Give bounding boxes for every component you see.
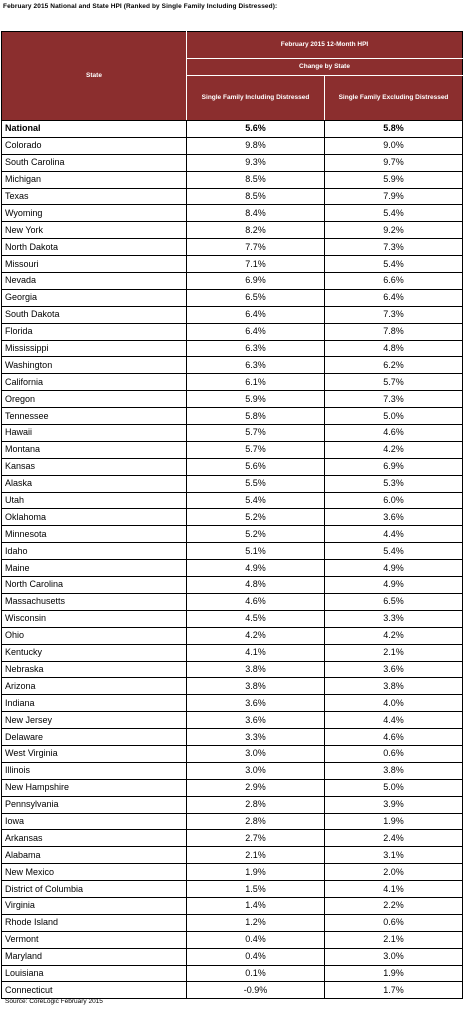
excluding-distressed-cell: 6.9% xyxy=(325,458,463,475)
excluding-distressed-cell: 6.5% xyxy=(325,593,463,610)
table-row xyxy=(2,965,463,982)
table-row-national xyxy=(2,121,463,138)
including-distressed-cell: 1.2% xyxy=(187,914,325,931)
excluding-distressed-cell: 4.4% xyxy=(325,712,463,729)
state-cell: North Carolina xyxy=(2,577,187,594)
including-distressed-cell: 1.4% xyxy=(187,897,325,914)
excluding-distressed-cell: 7.8% xyxy=(325,323,463,340)
table-row xyxy=(2,813,463,830)
table-row xyxy=(2,357,463,374)
state-cell: South Dakota xyxy=(2,306,187,323)
table-row xyxy=(2,475,463,492)
excluding-distressed-cell: 3.8% xyxy=(325,762,463,779)
excluding-distressed-cell: 4.2% xyxy=(325,441,463,458)
table-row xyxy=(2,712,463,729)
excluding-distressed-cell: 6.2% xyxy=(325,357,463,374)
state-cell: Alaska xyxy=(2,475,187,492)
including-distressed-cell: 2.8% xyxy=(187,813,325,830)
excluding-distressed-cell: 5.9% xyxy=(325,171,463,188)
including-distressed-cell: 5.7% xyxy=(187,441,325,458)
table-row xyxy=(2,661,463,678)
excluding-distressed-cell: 3.9% xyxy=(325,796,463,813)
state-cell: Oklahoma xyxy=(2,509,187,526)
state-cell: Virginia xyxy=(2,897,187,914)
state-cell: Rhode Island xyxy=(2,914,187,931)
table-row xyxy=(2,881,463,898)
column-subgroup-header: Change by State xyxy=(187,59,463,76)
including-distressed-cell: 3.8% xyxy=(187,661,325,678)
state-cell: Massachusetts xyxy=(2,593,187,610)
state-cell: South Carolina xyxy=(2,154,187,171)
excluding-distressed-cell: 6.6% xyxy=(325,273,463,290)
table-row xyxy=(2,374,463,391)
table-row xyxy=(2,678,463,695)
state-cell: Maryland xyxy=(2,948,187,965)
state-cell: Kansas xyxy=(2,458,187,475)
state-cell: Missouri xyxy=(2,256,187,273)
state-cell: Kentucky xyxy=(2,644,187,661)
state-cell: New Jersey xyxy=(2,712,187,729)
state-cell: Tennessee xyxy=(2,408,187,425)
including-distressed-cell: 9.8% xyxy=(187,137,325,154)
including-distressed-cell: 6.3% xyxy=(187,357,325,374)
table-row xyxy=(2,897,463,914)
including-distressed-cell: 5.6% xyxy=(187,121,325,138)
state-cell: Ohio xyxy=(2,627,187,644)
excluding-distressed-cell: 7.9% xyxy=(325,188,463,205)
including-distressed-cell: 3.8% xyxy=(187,678,325,695)
state-cell: Idaho xyxy=(2,543,187,560)
state-cell: Delaware xyxy=(2,729,187,746)
including-distressed-cell: 4.2% xyxy=(187,627,325,644)
table-row xyxy=(2,762,463,779)
state-cell: Nebraska xyxy=(2,661,187,678)
including-distressed-cell: 5.2% xyxy=(187,526,325,543)
excluding-distressed-cell: 4.6% xyxy=(325,425,463,442)
including-distressed-cell: 4.8% xyxy=(187,577,325,594)
including-distressed-cell: 0.4% xyxy=(187,931,325,948)
including-distressed-cell: 4.5% xyxy=(187,610,325,627)
including-distressed-cell: 3.0% xyxy=(187,762,325,779)
including-distressed-cell: 6.9% xyxy=(187,273,325,290)
table-row xyxy=(2,914,463,931)
state-cell: Louisiana xyxy=(2,965,187,982)
excluding-distressed-cell: 4.6% xyxy=(325,729,463,746)
excluding-distressed-cell: 5.0% xyxy=(325,408,463,425)
excluding-distressed-cell: 7.3% xyxy=(325,239,463,256)
excluding-distressed-cell: 1.9% xyxy=(325,965,463,982)
excluding-distressed-cell: 9.7% xyxy=(325,154,463,171)
state-cell: Wisconsin xyxy=(2,610,187,627)
excluding-distressed-cell: 0.6% xyxy=(325,914,463,931)
excluding-distressed-cell: 3.6% xyxy=(325,509,463,526)
table-row xyxy=(2,340,463,357)
state-cell: Florida xyxy=(2,323,187,340)
table-row xyxy=(2,796,463,813)
excluding-distressed-cell: 5.3% xyxy=(325,475,463,492)
including-distressed-cell: 5.9% xyxy=(187,391,325,408)
excluding-distressed-cell: 1.9% xyxy=(325,813,463,830)
excluding-distressed-cell: 4.9% xyxy=(325,560,463,577)
excluding-distressed-cell: 4.1% xyxy=(325,881,463,898)
table-row xyxy=(2,273,463,290)
column-header-including-distressed: Single Family Including Distressed xyxy=(187,76,325,121)
table-row xyxy=(2,526,463,543)
including-distressed-cell: 2.1% xyxy=(187,847,325,864)
excluding-distressed-cell: 0.6% xyxy=(325,745,463,762)
excluding-distressed-cell: 5.4% xyxy=(325,256,463,273)
excluding-distressed-cell: 3.0% xyxy=(325,948,463,965)
state-cell: New Hampshire xyxy=(2,779,187,796)
table-row xyxy=(2,137,463,154)
excluding-distressed-cell: 1.7% xyxy=(325,982,463,999)
excluding-distressed-cell: 4.2% xyxy=(325,627,463,644)
state-cell: Utah xyxy=(2,492,187,509)
excluding-distressed-cell: 3.1% xyxy=(325,847,463,864)
state-cell: Minnesota xyxy=(2,526,187,543)
including-distressed-cell: 0.4% xyxy=(187,948,325,965)
table-row xyxy=(2,729,463,746)
state-cell: North Dakota xyxy=(2,239,187,256)
including-distressed-cell: 6.1% xyxy=(187,374,325,391)
state-cell: Washington xyxy=(2,357,187,374)
including-distressed-cell: 6.4% xyxy=(187,306,325,323)
state-cell: Connecticut xyxy=(2,982,187,999)
state-cell: Vermont xyxy=(2,931,187,948)
including-distressed-cell: 6.5% xyxy=(187,289,325,306)
including-distressed-cell: 5.6% xyxy=(187,458,325,475)
excluding-distressed-cell: 2.1% xyxy=(325,931,463,948)
excluding-distressed-cell: 9.2% xyxy=(325,222,463,239)
including-distressed-cell: 8.4% xyxy=(187,205,325,222)
state-cell: New York xyxy=(2,222,187,239)
including-distressed-cell: 1.5% xyxy=(187,881,325,898)
table-row xyxy=(2,695,463,712)
table-row xyxy=(2,577,463,594)
including-distressed-cell: 3.6% xyxy=(187,695,325,712)
state-cell: West Virginia xyxy=(2,745,187,762)
state-cell: Georgia xyxy=(2,289,187,306)
excluding-distressed-cell: 2.4% xyxy=(325,830,463,847)
state-cell: California xyxy=(2,374,187,391)
excluding-distressed-cell: 4.0% xyxy=(325,695,463,712)
state-cell: Colorado xyxy=(2,137,187,154)
table-row xyxy=(2,323,463,340)
state-cell: Nevada xyxy=(2,273,187,290)
state-cell: Texas xyxy=(2,188,187,205)
including-distressed-cell: 8.5% xyxy=(187,171,325,188)
excluding-distressed-cell: 7.3% xyxy=(325,306,463,323)
table-row xyxy=(2,610,463,627)
table-row xyxy=(2,391,463,408)
including-distressed-cell: 5.4% xyxy=(187,492,325,509)
state-cell: Pennsylvania xyxy=(2,796,187,813)
excluding-distressed-cell: 2.1% xyxy=(325,644,463,661)
including-distressed-cell: 4.9% xyxy=(187,560,325,577)
including-distressed-cell: 5.5% xyxy=(187,475,325,492)
including-distressed-cell: 7.7% xyxy=(187,239,325,256)
excluding-distressed-cell: 5.8% xyxy=(325,121,463,138)
state-cell: Mississippi xyxy=(2,340,187,357)
including-distressed-cell: 3.0% xyxy=(187,745,325,762)
including-distressed-cell: 4.6% xyxy=(187,593,325,610)
table-header xyxy=(2,32,463,121)
state-cell: Montana xyxy=(2,441,187,458)
including-distressed-cell: 5.1% xyxy=(187,543,325,560)
including-distressed-cell: 9.3% xyxy=(187,154,325,171)
table-row xyxy=(2,222,463,239)
table-row xyxy=(2,847,463,864)
state-cell: Hawaii xyxy=(2,425,187,442)
excluding-distressed-cell: 5.4% xyxy=(325,543,463,560)
excluding-distressed-cell: 6.4% xyxy=(325,289,463,306)
including-distressed-cell: 2.7% xyxy=(187,830,325,847)
including-distressed-cell: 3.3% xyxy=(187,729,325,746)
including-distressed-cell: 7.1% xyxy=(187,256,325,273)
table-row xyxy=(2,239,463,256)
including-distressed-cell: 6.3% xyxy=(187,340,325,357)
column-header-state: State xyxy=(2,32,187,121)
including-distressed-cell: 5.2% xyxy=(187,509,325,526)
excluding-distressed-cell: 3.6% xyxy=(325,661,463,678)
excluding-distressed-cell: 5.7% xyxy=(325,374,463,391)
state-cell: Wyoming xyxy=(2,205,187,222)
table-row xyxy=(2,171,463,188)
table-row xyxy=(2,408,463,425)
table-row xyxy=(2,644,463,661)
table-row xyxy=(2,188,463,205)
table-row xyxy=(2,560,463,577)
table-row xyxy=(2,627,463,644)
state-cell: Illinois xyxy=(2,762,187,779)
column-group-header: February 2015 12-Month HPI xyxy=(187,32,463,59)
table-row xyxy=(2,593,463,610)
table-title: February 2015 National and State HPI (Ranked by Single Family Including Distressed): xyxy=(3,3,278,10)
including-distressed-cell: 2.9% xyxy=(187,779,325,796)
table-row xyxy=(2,745,463,762)
table-row xyxy=(2,948,463,965)
including-distressed-cell: 1.9% xyxy=(187,864,325,881)
table-row xyxy=(2,205,463,222)
excluding-distressed-cell: 3.8% xyxy=(325,678,463,695)
table-row xyxy=(2,458,463,475)
excluding-distressed-cell: 2.0% xyxy=(325,864,463,881)
state-cell: Arkansas xyxy=(2,830,187,847)
table-row xyxy=(2,289,463,306)
excluding-distressed-cell: 9.0% xyxy=(325,137,463,154)
including-distressed-cell: 2.8% xyxy=(187,796,325,813)
excluding-distressed-cell: 5.4% xyxy=(325,205,463,222)
table-row xyxy=(2,425,463,442)
table-row xyxy=(2,830,463,847)
state-cell: New Mexico xyxy=(2,864,187,881)
state-cell: District of Columbia xyxy=(2,881,187,898)
state-cell: Michigan xyxy=(2,171,187,188)
excluding-distressed-cell: 6.0% xyxy=(325,492,463,509)
including-distressed-cell: 6.4% xyxy=(187,323,325,340)
excluding-distressed-cell: 5.0% xyxy=(325,779,463,796)
excluding-distressed-cell: 2.2% xyxy=(325,897,463,914)
excluding-distressed-cell: 4.8% xyxy=(325,340,463,357)
state-cell: Oregon xyxy=(2,391,187,408)
column-header-excluding-distressed: Single Family Excluding Distressed xyxy=(325,76,463,121)
table-row xyxy=(2,492,463,509)
table-row xyxy=(2,931,463,948)
including-distressed-cell: 8.5% xyxy=(187,188,325,205)
state-cell: Iowa xyxy=(2,813,187,830)
table-row xyxy=(2,864,463,881)
state-cell: National xyxy=(2,121,187,138)
including-distressed-cell: 0.1% xyxy=(187,965,325,982)
table-row xyxy=(2,982,463,999)
including-distressed-cell: 5.8% xyxy=(187,408,325,425)
state-cell: Arizona xyxy=(2,678,187,695)
excluding-distressed-cell: 4.9% xyxy=(325,577,463,594)
table-row xyxy=(2,543,463,560)
excluding-distressed-cell: 7.3% xyxy=(325,391,463,408)
table-row xyxy=(2,441,463,458)
state-cell: Maine xyxy=(2,560,187,577)
source-note: Source: CoreLogic February 2015 xyxy=(5,998,103,1005)
table-row xyxy=(2,306,463,323)
including-distressed-cell: 3.6% xyxy=(187,712,325,729)
including-distressed-cell: 8.2% xyxy=(187,222,325,239)
state-cell: Indiana xyxy=(2,695,187,712)
table-body xyxy=(2,121,463,999)
including-distressed-cell: 5.7% xyxy=(187,425,325,442)
table-row xyxy=(2,779,463,796)
table-row xyxy=(2,256,463,273)
table-row xyxy=(2,154,463,171)
excluding-distressed-cell: 4.4% xyxy=(325,526,463,543)
hpi-table xyxy=(1,31,463,999)
including-distressed-cell: -0.9% xyxy=(187,982,325,999)
table-row xyxy=(2,509,463,526)
state-cell: Alabama xyxy=(2,847,187,864)
including-distressed-cell: 4.1% xyxy=(187,644,325,661)
excluding-distressed-cell: 3.3% xyxy=(325,610,463,627)
